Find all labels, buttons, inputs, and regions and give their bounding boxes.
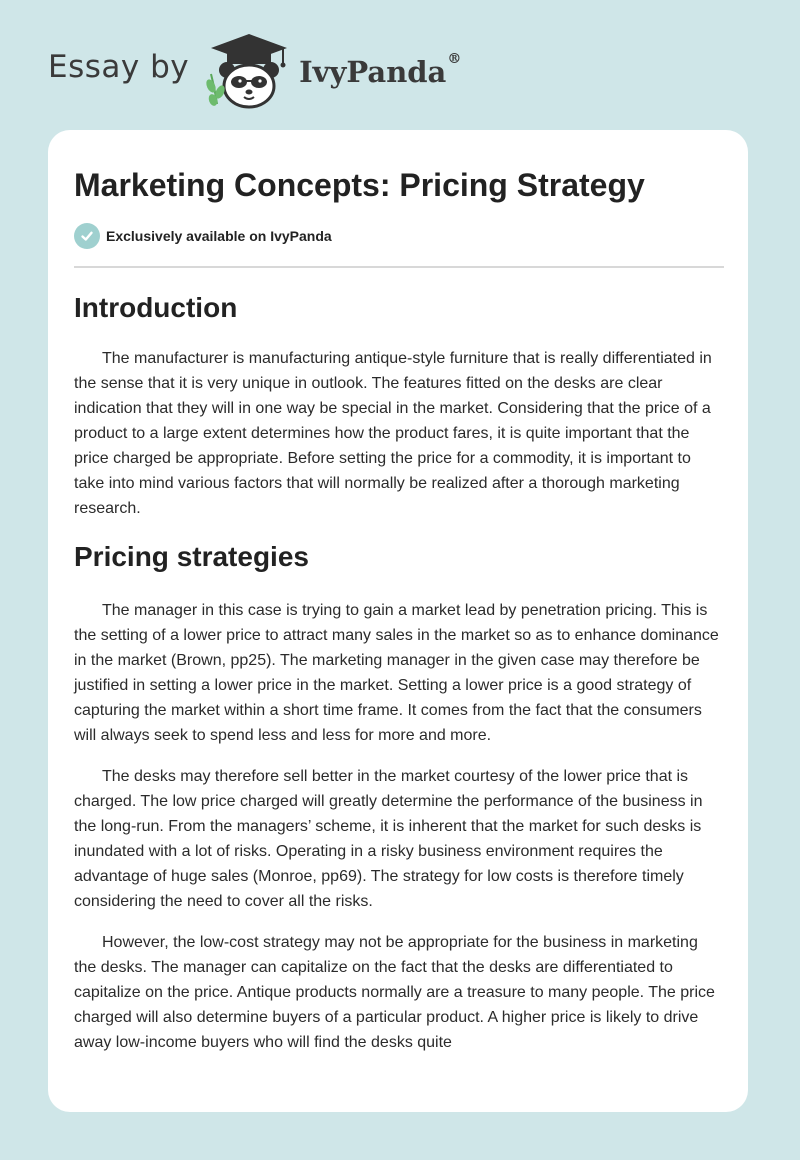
section-heading-introduction: Introduction <box>74 292 238 323</box>
section-heading-pricing-strategies: Pricing strategies <box>74 541 309 572</box>
divider <box>74 266 724 268</box>
paragraph: The desks may therefore sell better in the market courtesy of the lower price that is charged. The low price charged will greatly determine the performance of the business in the long-run. From the managers’ scheme, it is inherent that the market for such desks is inundated with a lot of risks. Operating in a risky business environment requires the advantage of huge sales (Monroe, pp69). The strategy for low costs is therefore timely considering the need to cover all the risks. <box>74 768 703 910</box>
registered-mark: ® <box>447 51 462 67</box>
paragraph: The manager in this case is trying to gain a market lead by penetration pricing. This is the setting of a lower price to attract many sales in the market so as to enhance dominance in the market (Brown, pp25). The marketing manager in the given case may therefore be justified in setting a lower price in the market. Setting a lower price is a good strategy of capturing the market within a short time frame. It comes from the fact that the consumers will always seek to spend less and less for more and more. <box>74 602 719 744</box>
paragraph: However, the low-cost strategy may not be appropriate for the business in marketing the desks. The manager can capitalize on the fact that the desks are differentiated to capitalize on the price. Antique products normally are a treasure to many people. The price charged will also determine buyers of a particular product. A higher price is likely to drive away low-income buyers who will find the desks quite <box>74 934 715 1051</box>
check-icon <box>74 223 100 249</box>
paragraph: The manufacturer is manufacturing antique-style furniture that is really differentiated in the sense that it is very unique in outlook. The features fitted on the desks are clear indication that they will in one way be special in the market. Considering that the price of a product to a large extent determines how the product fares, it is quite important that the price charged be appropriate. Before setting the price for a commodity, it is important to take into mind various factors that will normally be realized after a thorough marketing research. <box>74 350 712 517</box>
badge-label: Exclusively available on IvyPanda <box>106 228 332 244</box>
essay-by-label: Essay by <box>48 49 190 85</box>
page-title: Marketing Concepts: Pricing Strategy <box>74 167 645 203</box>
exclusive-badge <box>74 222 722 250</box>
brand-name[interactable]: IvyPanda® <box>299 51 462 89</box>
panda-graduate-icon[interactable] <box>203 30 295 110</box>
essay-card <box>48 130 748 1112</box>
site-header <box>48 30 461 110</box>
